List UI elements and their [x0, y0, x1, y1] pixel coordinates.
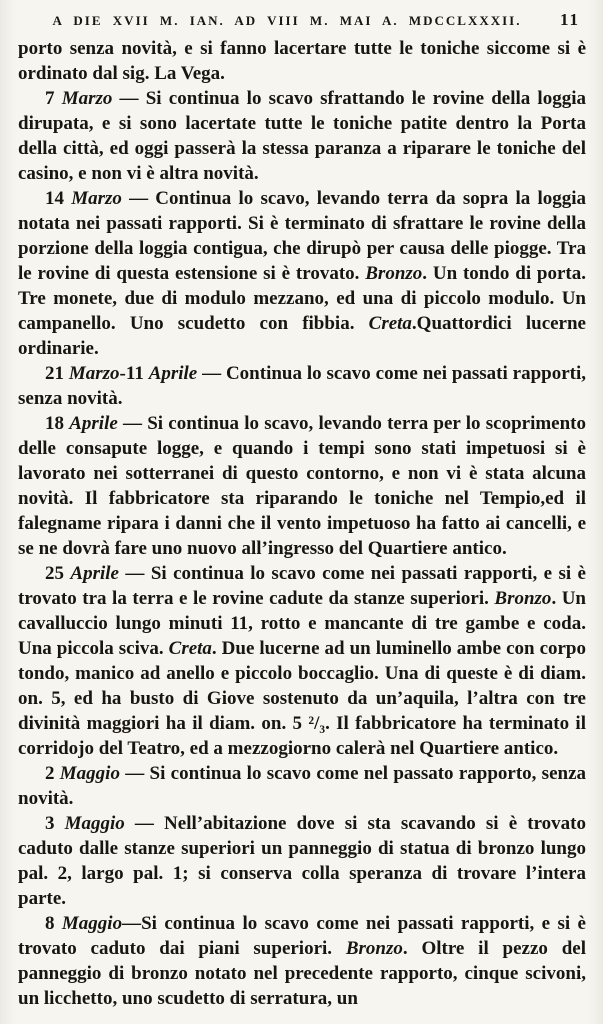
italic-text-run: Aprile: [70, 563, 119, 584]
italic-text-run: Bronzo: [345, 938, 403, 959]
text-run: . Un tondo di porta. Tre monete, due di modulo mezzano, ed una di piccolo modulo. Un campanello. Uno scudetto con fibbia.: [18, 263, 586, 334]
text-run: 2: [45, 763, 60, 784]
running-title: A DIE XVII M. IAN. AD VIII M. MAI A. MDCCLXXXII.: [52, 13, 522, 28]
page-header: [18, 10, 586, 36]
journal-entry-paragraph: [18, 36, 586, 86]
journal-entry-paragraph: [18, 361, 586, 411]
text-run: — Nell’abitazione dove si sta scavando si è trovato caduto dalle stanze superiori un panneggio di statua di bronzo lungo pal. 2, largo pal. 1; si conserva colla speranza di trovare l’intera parte.: [18, 813, 586, 909]
text-run: 21: [45, 363, 69, 384]
text-run: — Si continua lo scavo come nel passato rapporto, senza novità.: [18, 763, 587, 809]
text-run: 25: [45, 563, 71, 584]
italic-text-run: Creta: [168, 638, 212, 659]
text-run: — Continua lo scavo, levando terra da sopra la loggia notata nei passati rapporti. Si è terminato di sfrattare le rovine della porzione della loggia contigua, che dirupò per causa delle piogge. Tra le rovine di questa estensione si è trovato.: [18, 188, 587, 284]
italic-text-run: Aprile: [69, 413, 118, 434]
text-run: -11: [119, 363, 149, 384]
italic-text-run: Maggio: [61, 913, 123, 934]
text-run: .Quattordici lucerne ordinarie.: [18, 313, 586, 359]
page-body: [18, 36, 586, 1011]
text-run: — Si continua lo scavo, levando terra per lo scoprimento delle consapute logge, e quando i tempi sono stati impetuosi si è lavorato nei sotterranei di questo contorno, e non vi è stata alcuna novità. Il fabbricatore sta riparando le toniche nel Tempio,ed il falegname ripara i danni che il vento impetuoso ha fatto ai cancelli, e se ne dovrà fare uno nuovo all’ingresso del Quartiere antico.: [18, 413, 586, 559]
italic-text-run: Maggio: [64, 813, 125, 834]
text-run: — Si continua lo scavo sfrattando le rovine della loggia dirupata, e si sono lacertate tutte le toniche patite dentro la Porta della città, ed oggi passerà la stessa paranza a riparare le toniche del casino, e non vi è altra novità.: [18, 88, 586, 184]
italic-text-run: Marzo: [71, 188, 122, 209]
text-run: . Un cavalluccio lungo minuti 11, rotto e mancante di tre gambe e coda. Una piccola sciva.: [18, 588, 587, 659]
journal-entry-paragraph: [18, 811, 586, 911]
page-number: 11: [559, 10, 580, 29]
italic-text-run: Aprile: [148, 363, 198, 384]
text-run: . Oltre il pezzo del panneggio di bronzo notato nel precedente rapporto, cinque scivoni, un licchetto, uno scudetto di serratura, un: [18, 938, 586, 1009]
text-run: 3: [45, 813, 65, 834]
text-run: 18: [45, 413, 70, 434]
journal-entry-paragraph: [18, 186, 586, 361]
italic-text-run: Marzo: [61, 88, 113, 109]
italic-text-run: Maggio: [59, 763, 120, 784]
journal-entry-paragraph: [18, 86, 586, 186]
text-run: — Si continua lo scavo come nei passati rapporti, e si è trovato tra la terra e le rovine cadute da stanze superiori.: [18, 563, 586, 609]
italic-text-run: Bronzo: [494, 588, 552, 609]
journal-entry-paragraph: [18, 411, 586, 561]
journal-entry-paragraph: [18, 911, 586, 1011]
text-run: 8: [45, 913, 62, 934]
text-run: 14: [45, 188, 72, 209]
italic-text-run: Creta: [368, 313, 412, 334]
text-run: — Continua lo scavo come nei passati rapporti, senza novità.: [18, 363, 586, 409]
journal-entry-paragraph: [18, 761, 586, 811]
text-run: . Due lucerne ad un luminello ambe con corpo tondo, manico ad anello e piccolo boccaglio. Una di queste è di diam. on. 5, ed ha busto di Giove sostenuto da un’aquila, l’altra con tre divinità maggiori ha il diam. on. 5 ²/₃. Il fabbricatore ha terminato il corridojo del Teatro, ed a mezzogiorno calerà nel Quartiere antico.: [18, 638, 586, 759]
text-run: —Si continua lo scavo come nei passati rapporti, e si è trovato caduto dai piani superiori.: [18, 913, 586, 959]
journal-entry-paragraph: [18, 561, 586, 761]
text-run: porto senza novità, e si fanno lacertare tutte le toniche siccome si è ordinato dal sig. La Vega.: [18, 38, 586, 84]
italic-text-run: Marzo: [68, 363, 120, 384]
italic-text-run: Bronzo: [365, 263, 423, 284]
text-run: 7: [45, 88, 62, 109]
